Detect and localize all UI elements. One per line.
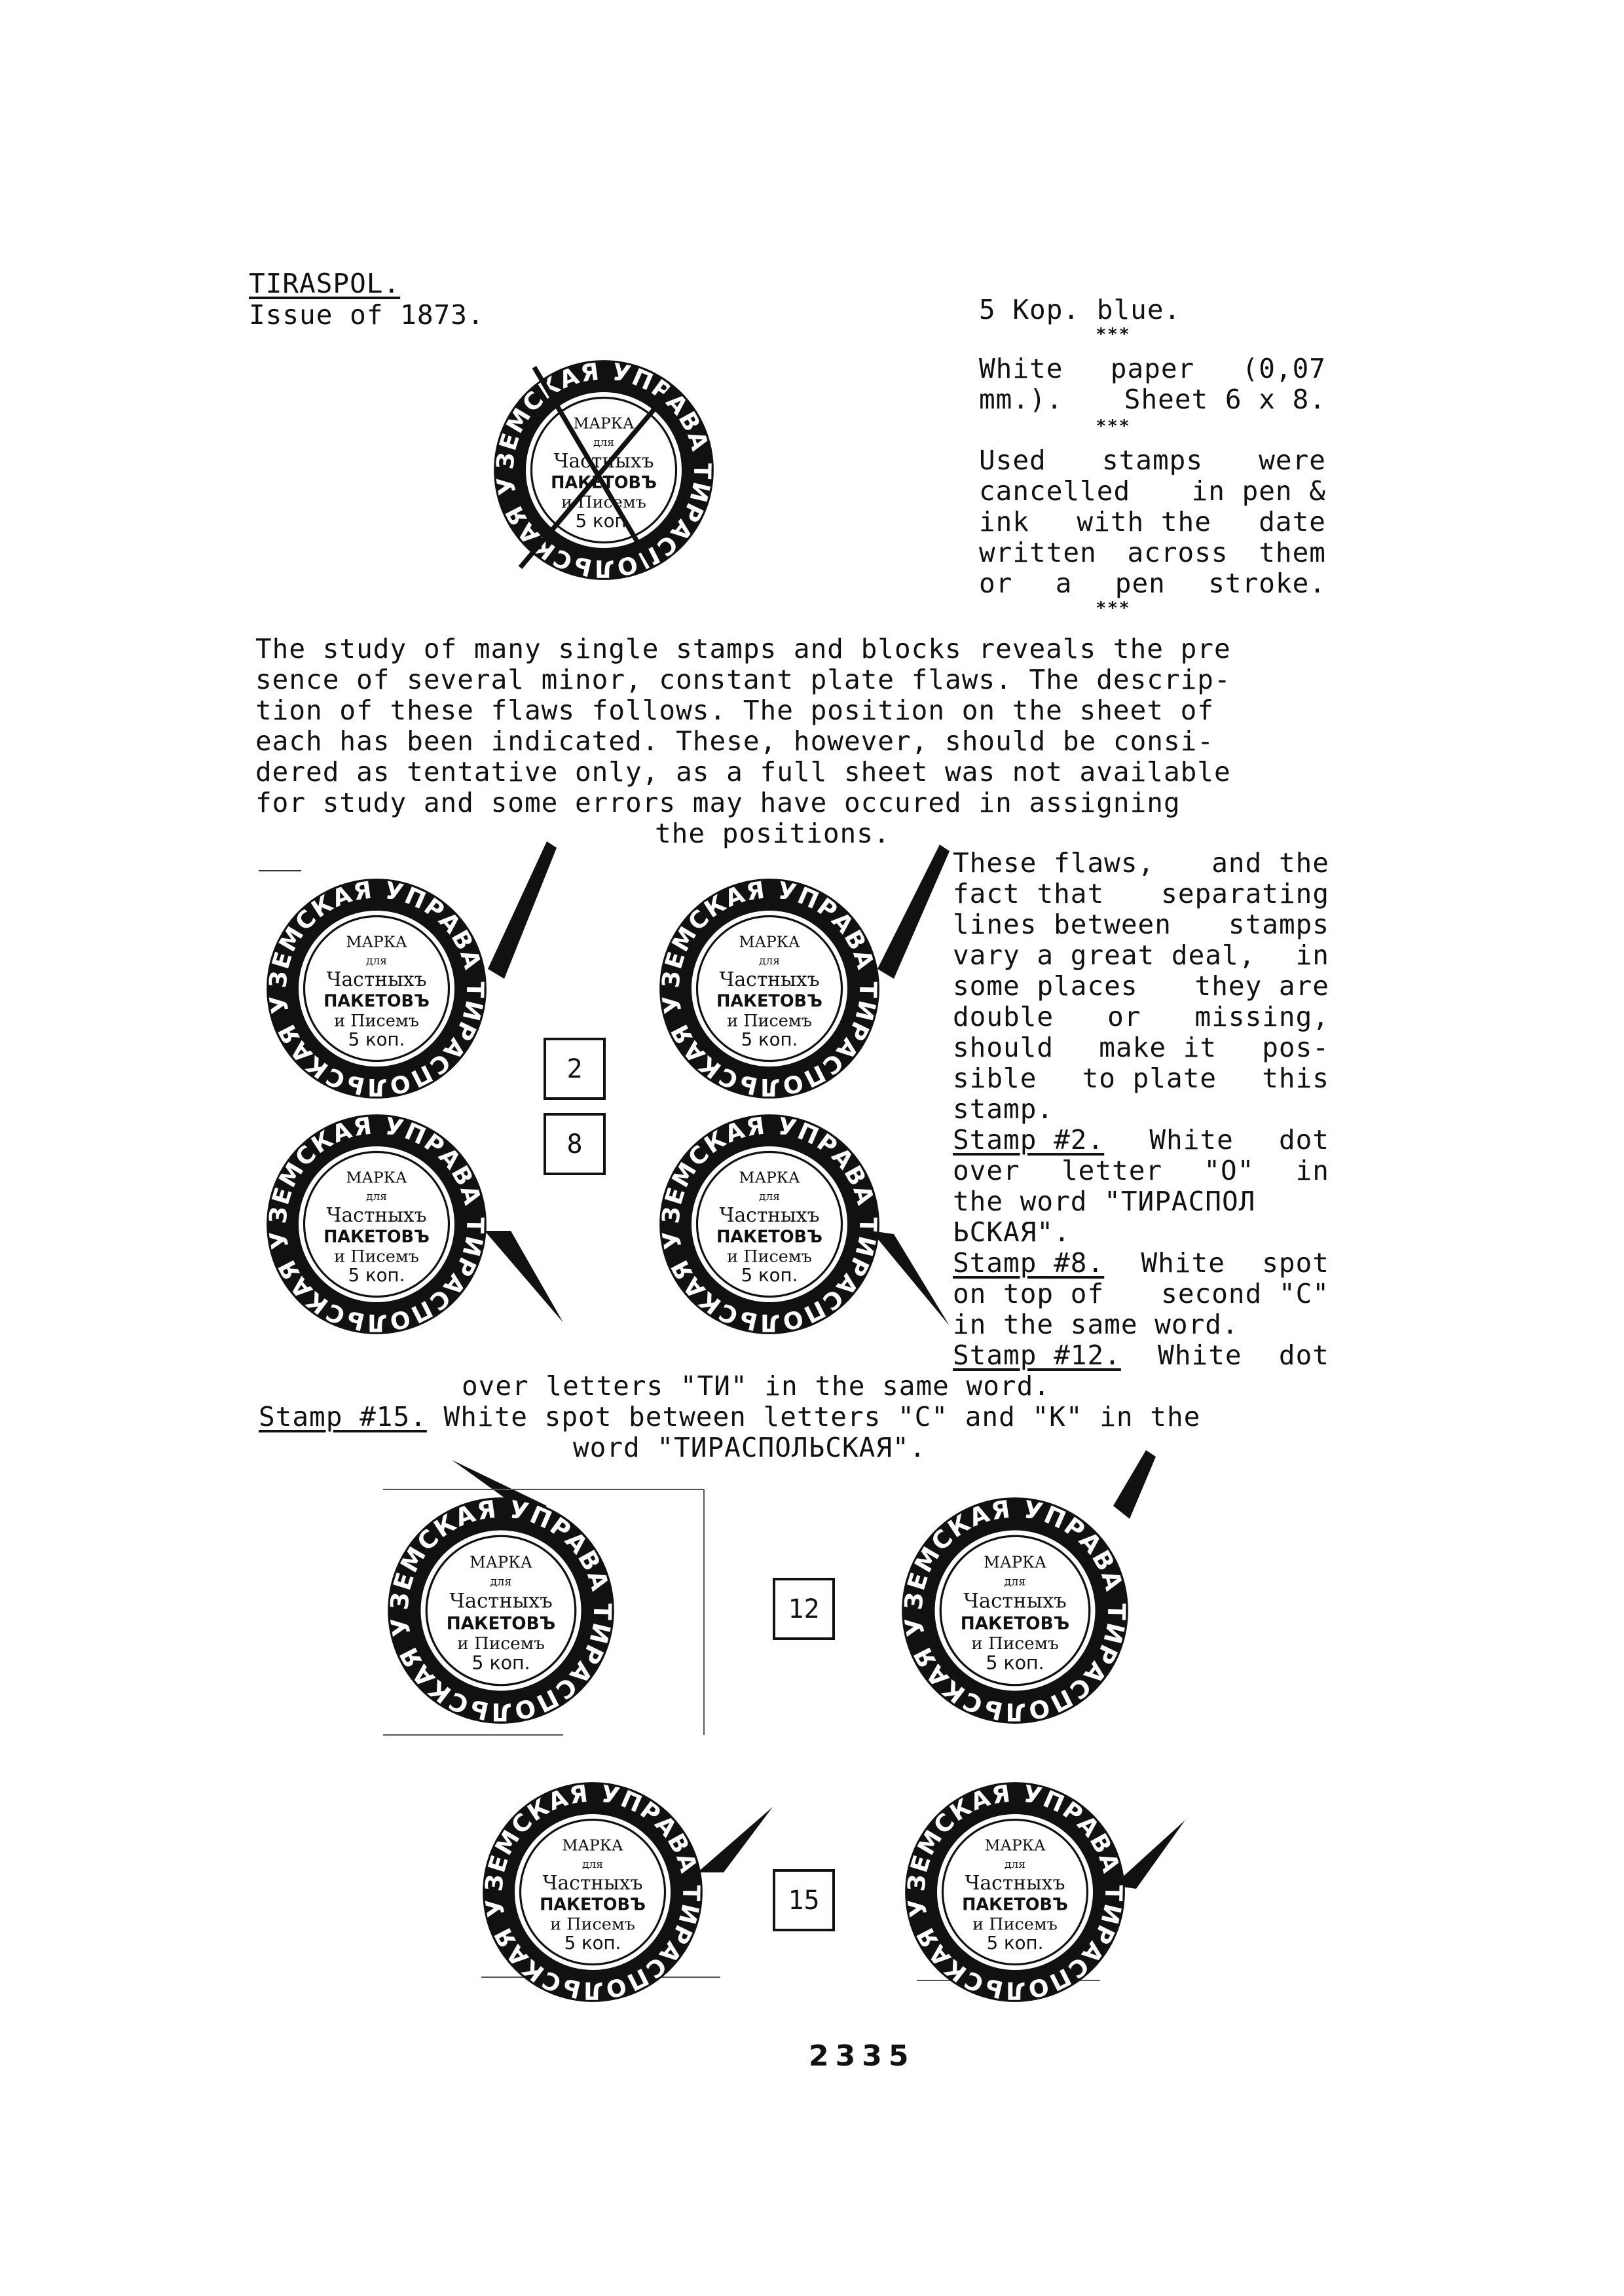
stamp12-heading: Stamp #12. White dot <box>953 1339 1329 1371</box>
paragraph-line: for study and some errors may have occured in assigning <box>255 787 1181 818</box>
stamp2-line: ЬСКАЯ". <box>953 1216 1071 1248</box>
stamp2-heading: Stamp #2. White dot <box>953 1124 1329 1156</box>
page-number: 2335 <box>809 2039 915 2073</box>
separator-stars: *** <box>1096 325 1131 344</box>
stamp-image-12-right <box>900 1496 1130 1725</box>
stamp8-heading: Stamp #8. White spot <box>953 1247 1329 1279</box>
paragraph-line: dered as tentative only, as a full sheet was not available <box>255 756 1231 788</box>
stamp-image-15-right <box>904 1781 1126 2003</box>
paper-line-2: mm.). Sheet 6 x 8. <box>979 384 1326 415</box>
stamp-image-12-left <box>386 1496 616 1725</box>
position-box-12: 12 <box>773 1578 835 1640</box>
flaws-line: should make it pos- <box>953 1032 1329 1063</box>
paper-line-1: White paper (0,07 <box>979 353 1326 384</box>
stamp2-line: the word "ТИРАСПОЛ <box>953 1186 1256 1217</box>
flaws-line: These flaws, and the <box>953 847 1329 879</box>
used-line: Used stamps were <box>979 445 1326 476</box>
flaws-line: sible to plate this <box>953 1063 1329 1094</box>
pointer-arrow <box>488 841 557 979</box>
flaws-line: fact that separating <box>953 878 1329 909</box>
stamp2-line: over letter "O" in <box>953 1155 1329 1186</box>
used-line: written across them <box>979 537 1326 568</box>
stamp15-heading: Stamp #15. White spot between letters "C" and "K" in the <box>259 1401 1201 1432</box>
issue-year: Issue of 1873. <box>249 299 485 331</box>
flaws-line: some places they are <box>953 970 1329 1002</box>
paragraph-line: sence of several minor, constant plate flaws. The descrip- <box>255 664 1231 695</box>
position-box-8: 8 <box>544 1113 606 1175</box>
denomination: 5 Kop. blue. <box>979 294 1181 325</box>
paragraph-line: tion of these flaws follows. The position on the sheet of <box>255 695 1214 726</box>
pointer-arrow <box>871 1231 950 1326</box>
pointer-arrow <box>697 1807 773 1872</box>
used-line: ink with the date <box>979 506 1326 538</box>
stamp8-line: in the same word. <box>953 1309 1239 1340</box>
flaws-line: vary a great deal, in <box>953 939 1329 971</box>
stamp12-line: over letters "ТИ" in the same word. <box>462 1370 1050 1402</box>
pointer-arrow <box>485 1231 563 1322</box>
stamp-image-15-left <box>481 1781 704 2003</box>
position-box-15: 15 <box>773 1869 835 1931</box>
flaws-line: stamp. <box>953 1093 1054 1125</box>
separator-stars: *** <box>1096 598 1131 618</box>
flaws-line: double or missing, <box>953 1001 1329 1032</box>
stamp15-line: word "ТИРАСПОЛЬСКАЯ". <box>573 1432 927 1463</box>
paragraph-line: The study of many single stamps and blocks reveals the pre <box>255 633 1231 665</box>
pointer-arrow <box>877 845 950 979</box>
flaws-line: lines between stamps <box>953 909 1329 940</box>
stamp8-line: on top of second "C" <box>953 1278 1329 1309</box>
page-title: TIRASPOL. <box>249 268 401 299</box>
paragraph-line: the positions. <box>655 818 891 849</box>
position-box-2: 2 <box>544 1038 606 1100</box>
used-line: cancelled in pen & <box>979 475 1326 507</box>
separator-stars: *** <box>1096 416 1131 436</box>
paragraph-line: each has been indicated. These, however, should be consi- <box>255 725 1214 757</box>
used-line: or a pen stroke. <box>979 568 1326 599</box>
